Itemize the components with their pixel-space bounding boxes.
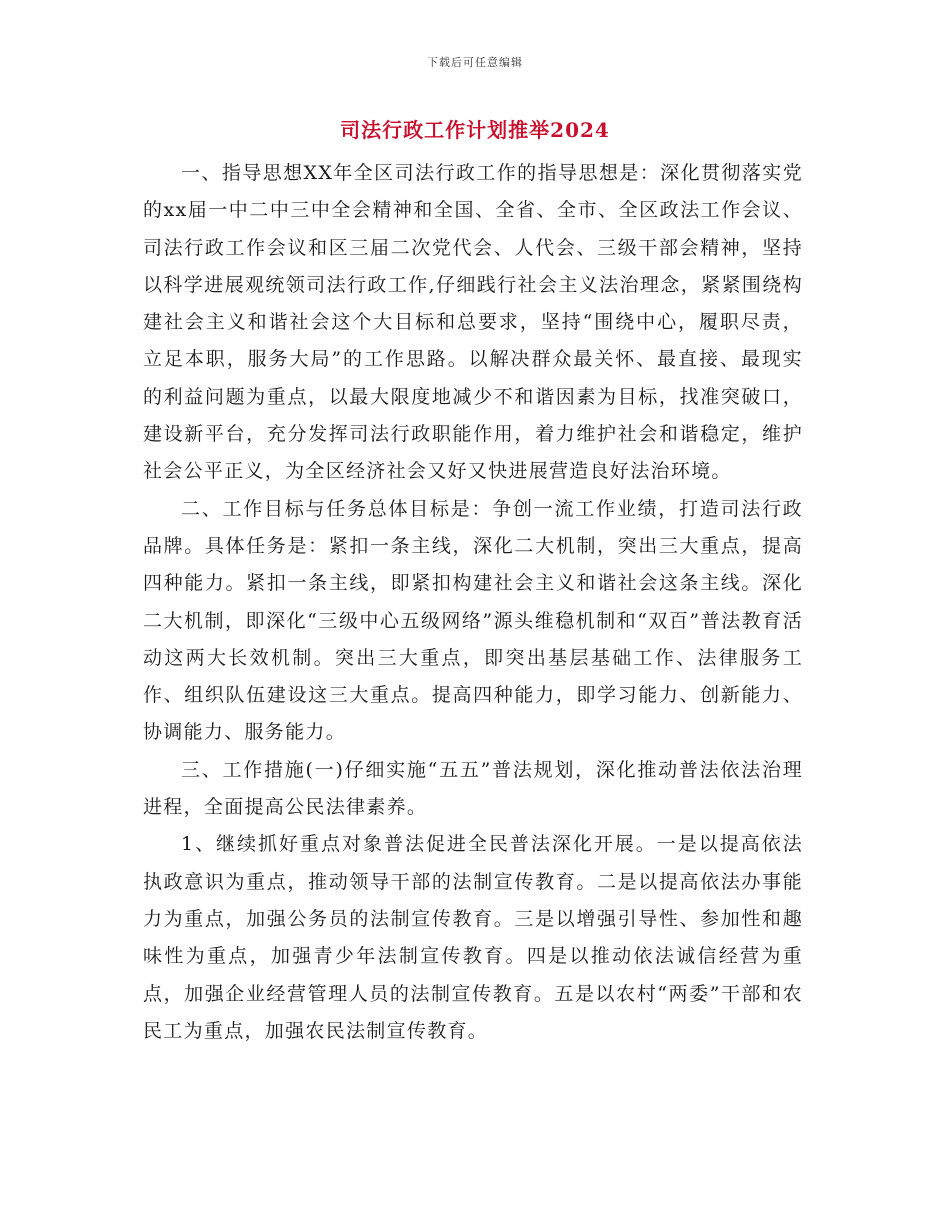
paragraph-measures: 三、工作措施(一)仔细实施“五五”普法规划，深化推动普法依法治理进程，全面提高公民法律素养。 <box>143 758 803 819</box>
document-body <box>143 155 803 1050</box>
document-title: 司法行政工作计划推举2024 <box>340 118 610 142</box>
paragraph-guiding-ideology: 一、指导思想XX年全区司法行政工作的指导思想是：深化贯彻落实党的xx届一中二中三中全会精神和全国、全省、全市、全区政法工作会议、司法行政工作会议和区三届二次党代会、人代会、三级干部会精神，坚持以科学进展观统领司法行政工作,仔细践行社会主义法治理念，紧紧围绕构建社会主义和谐社会这个大目标和总要求，坚持“围绕中心，履职尽责，立足本职，服务大局”的工作思路。以解决群众最关怀、最直接、最现实的利益问题为重点，以最大限度地减少不和谐因素为目标，找准突破口，建设新平台，充分发挥司法行政职能作用，着力维护社会和谐稳定，维护社会公平正义，为全区经济社会又好又快进展营造良好法治环境。 <box>143 162 803 483</box>
paragraph-key-targets: 1、继续抓好重点对象普法促进全民普法深化开展。一是以提高依法执政意识为重点，推动领导干部的法制宣传教育。二是以提高依法办事能力为重点，加强公务员的法制宣传教育。三是以增强引导性、参加性和趣味性为重点，加强青少年法制宣传教育。四是以推动依法诚信经营为重点，加强企业经营管理人员的法制宣传教育。五是以农村“两委”干部和农民工为重点，加强农民法制宣传教育。 <box>143 833 803 1042</box>
header-note: 下载后可任意编辑 <box>427 56 523 69</box>
paragraph-goals-tasks: 二、工作目标与任务总体目标是：争创一流工作业绩，打造司法行政品牌。具体任务是：紧扣一条主线，深化二大机制，突出三大重点，提高四种能力。紧扣一条主线，即紧扣构建社会主义和谐社会这条主线。深化二大机制，即深化“三级中心五级网络”源头维稳机制和“双百”普法教育活动这两大长效机制。突出三大重点，即突出基层基础工作、法律服务工作、组织队伍建设这三大重点。提高四种能力，即学习能力、创新能力、协调能力、服务能力。 <box>143 497 803 744</box>
